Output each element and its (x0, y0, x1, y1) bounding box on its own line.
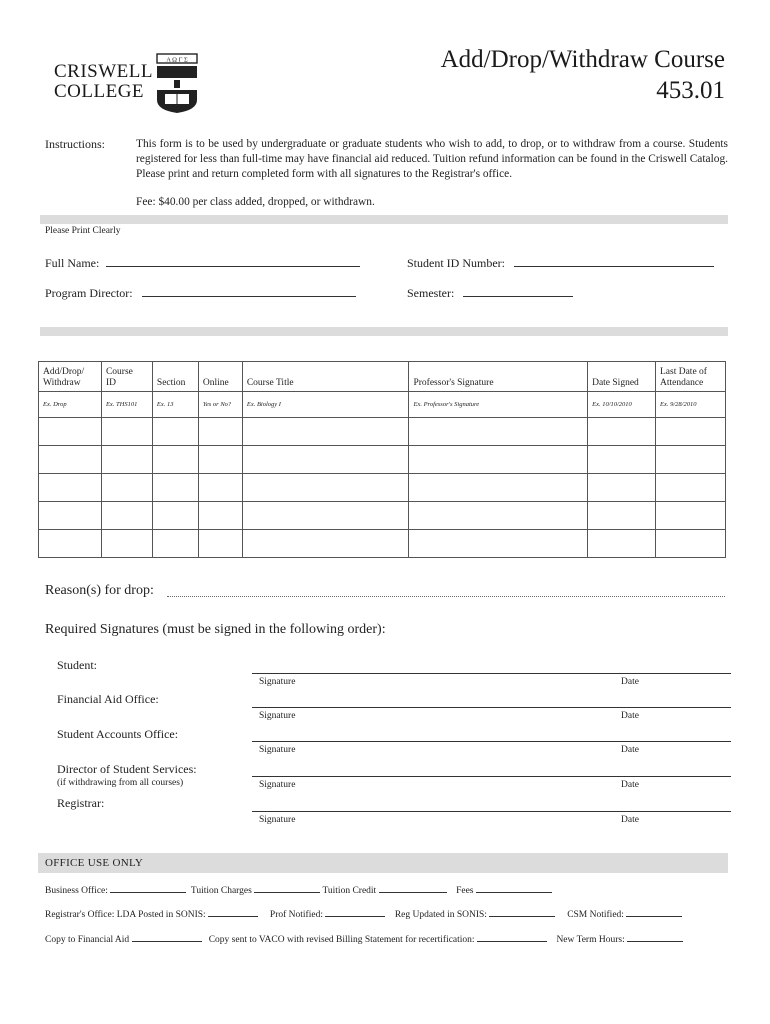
student-id-label: Student ID Number: (407, 256, 505, 270)
csm-notified-line[interactable] (626, 907, 682, 917)
table-cell[interactable] (242, 446, 409, 474)
table-cell[interactable] (588, 446, 656, 474)
fees-label: Fees (456, 886, 474, 896)
reg-updated-label: Reg Updated in SONIS: (394, 910, 487, 920)
registrar-signature-line[interactable] (252, 811, 731, 812)
table-cell[interactable] (152, 530, 198, 558)
example-cell: Ex. 10/10/2010 (588, 392, 656, 418)
table-cell[interactable] (101, 474, 152, 502)
student-id-input-line[interactable] (514, 254, 714, 267)
example-cell: Yes or No? (198, 392, 242, 418)
registrar-office-row (45, 907, 682, 920)
tuition-charges-label: Tuition Charges (190, 886, 252, 896)
full-name-input-line[interactable] (106, 254, 360, 267)
print-clearly-note: Please Print Clearly (45, 226, 121, 236)
business-office-line[interactable] (110, 883, 186, 893)
copy-vaco-label: Copy sent to VACO with revised Billing Statement for recertification: (208, 935, 475, 945)
logo-line-2: COLLEGE (54, 81, 145, 102)
date-caption: Date (621, 780, 639, 790)
date-caption: Date (621, 677, 639, 687)
form-title (441, 44, 725, 106)
table-cell[interactable] (198, 474, 242, 502)
example-cell: Ex. THS101 (101, 392, 152, 418)
program-director-field[interactable] (45, 284, 356, 301)
college-crest-icon (155, 52, 199, 114)
student-accounts-signature-line[interactable] (252, 741, 731, 742)
registrars-office-label: Registrar's Office: (45, 910, 115, 920)
logo-line-1: CRISWELL (54, 61, 153, 82)
required-signatures-heading: Required Signatures (must be signed in the following order): (45, 622, 386, 637)
semester-input-line[interactable] (463, 284, 573, 297)
table-row[interactable] (39, 474, 726, 502)
table-cell[interactable] (656, 418, 726, 446)
table-cell[interactable] (656, 446, 726, 474)
tuition-charges-line[interactable] (254, 883, 320, 893)
student-signature-label: Student: (57, 658, 98, 672)
header-course-title: Course Title (242, 362, 409, 392)
date-caption: Date (621, 711, 639, 721)
copy-vaco-line[interactable] (477, 932, 547, 942)
table-cell[interactable] (656, 530, 726, 558)
header-add-drop: Add/Drop/ Withdraw (39, 362, 102, 392)
table-cell[interactable] (101, 418, 152, 446)
table-cell[interactable] (588, 530, 656, 558)
form-title-main: Add/Drop/Withdraw Course (440, 46, 725, 73)
table-cell[interactable] (39, 474, 102, 502)
csm-notified-label: CSM Notified: (567, 910, 624, 920)
table-cell[interactable] (198, 530, 242, 558)
college-logo-text (54, 62, 153, 102)
table-cell[interactable] (198, 446, 242, 474)
date-caption: Date (621, 745, 639, 755)
lda-posted-label: LDA Posted in SONIS: (116, 910, 206, 920)
example-cell: Ex. Biology I (242, 392, 409, 418)
example-cell: Ex. Professor's Signature (409, 392, 588, 418)
table-cell[interactable] (242, 530, 409, 558)
lda-posted-line[interactable] (208, 907, 258, 917)
svg-text:Α Ω Γ Σ: Α Ω Γ Σ (166, 56, 188, 64)
header-section: Section (152, 362, 198, 392)
business-office-label: Business Office: (45, 886, 108, 896)
program-director-input-line[interactable] (142, 284, 356, 297)
table-cell[interactable] (152, 418, 198, 446)
signature-caption: Signature (259, 780, 296, 790)
tuition-credit-line[interactable] (379, 883, 447, 893)
fees-line[interactable] (476, 883, 552, 893)
tuition-credit-label: Tuition Credit (322, 886, 377, 896)
director-signature-line[interactable] (252, 776, 731, 777)
table-cell[interactable] (101, 530, 152, 558)
student-signature-line[interactable] (252, 673, 731, 674)
table-cell[interactable] (242, 474, 409, 502)
table-cell[interactable] (409, 446, 588, 474)
registrar-label: Registrar: (57, 796, 105, 810)
prof-notified-line[interactable] (325, 907, 385, 917)
copy-financial-aid-line[interactable] (132, 932, 202, 942)
reason-input-line[interactable] (167, 596, 725, 597)
table-row[interactable] (39, 446, 726, 474)
fee-text: Fee: $40.00 per class added, dropped, or withdrawn. (136, 196, 375, 208)
copies-row (45, 932, 683, 945)
table-cell[interactable] (101, 446, 152, 474)
table-row[interactable] (39, 418, 726, 446)
section-divider (40, 215, 728, 224)
section-divider-2 (40, 327, 728, 336)
header-last-date: Last Date of Attendance (656, 362, 726, 392)
signature-caption: Signature (259, 711, 296, 721)
student-accounts-label: Student Accounts Office: (57, 727, 179, 741)
student-id-field[interactable] (407, 254, 714, 271)
courses-table (38, 361, 726, 558)
table-cell[interactable] (588, 418, 656, 446)
header-course-id: Course ID (101, 362, 152, 392)
financial-aid-label: Financial Aid Office: (57, 692, 159, 706)
table-cell[interactable] (588, 474, 656, 502)
director-note: (if withdrawing from all courses) (57, 778, 184, 788)
instructions-label: Instructions: (45, 137, 105, 151)
example-row (39, 392, 726, 418)
table-cell[interactable] (39, 446, 102, 474)
date-caption: Date (621, 815, 639, 825)
table-header-row (39, 362, 726, 392)
example-cell: Ex. 9/28/2010 (656, 392, 726, 418)
table-cell[interactable] (152, 446, 198, 474)
semester-label: Semester: (407, 286, 455, 300)
signature-caption: Signature (259, 745, 296, 755)
table-cell[interactable] (588, 502, 656, 530)
prof-notified-label: Prof Notified: (269, 910, 323, 920)
header-date-signed: Date Signed (588, 362, 656, 392)
full-name-field[interactable] (45, 254, 360, 271)
signature-caption: Signature (259, 815, 296, 825)
table-cell[interactable] (101, 502, 152, 530)
table-cell[interactable] (409, 530, 588, 558)
signature-caption: Signature (259, 677, 296, 687)
reason-label: Reason(s) for drop: (45, 583, 154, 598)
header-professor-signature: Professor's Signature (409, 362, 588, 392)
table-cell[interactable] (198, 502, 242, 530)
business-office-row (45, 883, 552, 896)
new-term-hours-line[interactable] (627, 932, 683, 942)
table-cell[interactable] (152, 474, 198, 502)
new-term-hours-label: New Term Hours: (556, 935, 625, 945)
table-cell[interactable] (409, 418, 588, 446)
director-label: Director of Student Services: (57, 762, 197, 776)
financial-aid-signature-line[interactable] (252, 707, 731, 708)
table-cell[interactable] (656, 474, 726, 502)
table-cell[interactable] (39, 530, 102, 558)
table-row[interactable] (39, 530, 726, 558)
example-cell: Ex. Drop (39, 392, 102, 418)
full-name-label: Full Name: (45, 256, 100, 270)
copy-financial-aid-label: Copy to Financial Aid (45, 935, 130, 945)
table-cell[interactable] (198, 418, 242, 446)
semester-field[interactable] (407, 284, 573, 301)
table-cell[interactable] (656, 502, 726, 530)
program-director-label: Program Director: (45, 286, 133, 300)
office-use-title: OFFICE USE ONLY (45, 857, 144, 869)
table-row[interactable] (39, 502, 726, 530)
table-cell[interactable] (409, 474, 588, 502)
table-cell[interactable] (39, 502, 102, 530)
instructions-text: This form is to be used by undergraduate or graduate students who wish to add, to drop, or to withdraw from a course. Students registered for less than full-time may have financial aid reduced. Tuition refund information can be found in the Criswell Catalog. Please print and return completed form with all signatures to the Registrar's office. (136, 138, 728, 180)
table-cell[interactable] (242, 418, 409, 446)
table-cell[interactable] (39, 418, 102, 446)
table-cell[interactable] (409, 502, 588, 530)
table-cell[interactable] (152, 502, 198, 530)
header-online: Online (198, 362, 242, 392)
table-cell[interactable] (242, 502, 409, 530)
reg-updated-line[interactable] (489, 907, 555, 917)
form-number: 453.01 (656, 77, 725, 104)
example-cell: Ex. 13 (152, 392, 198, 418)
